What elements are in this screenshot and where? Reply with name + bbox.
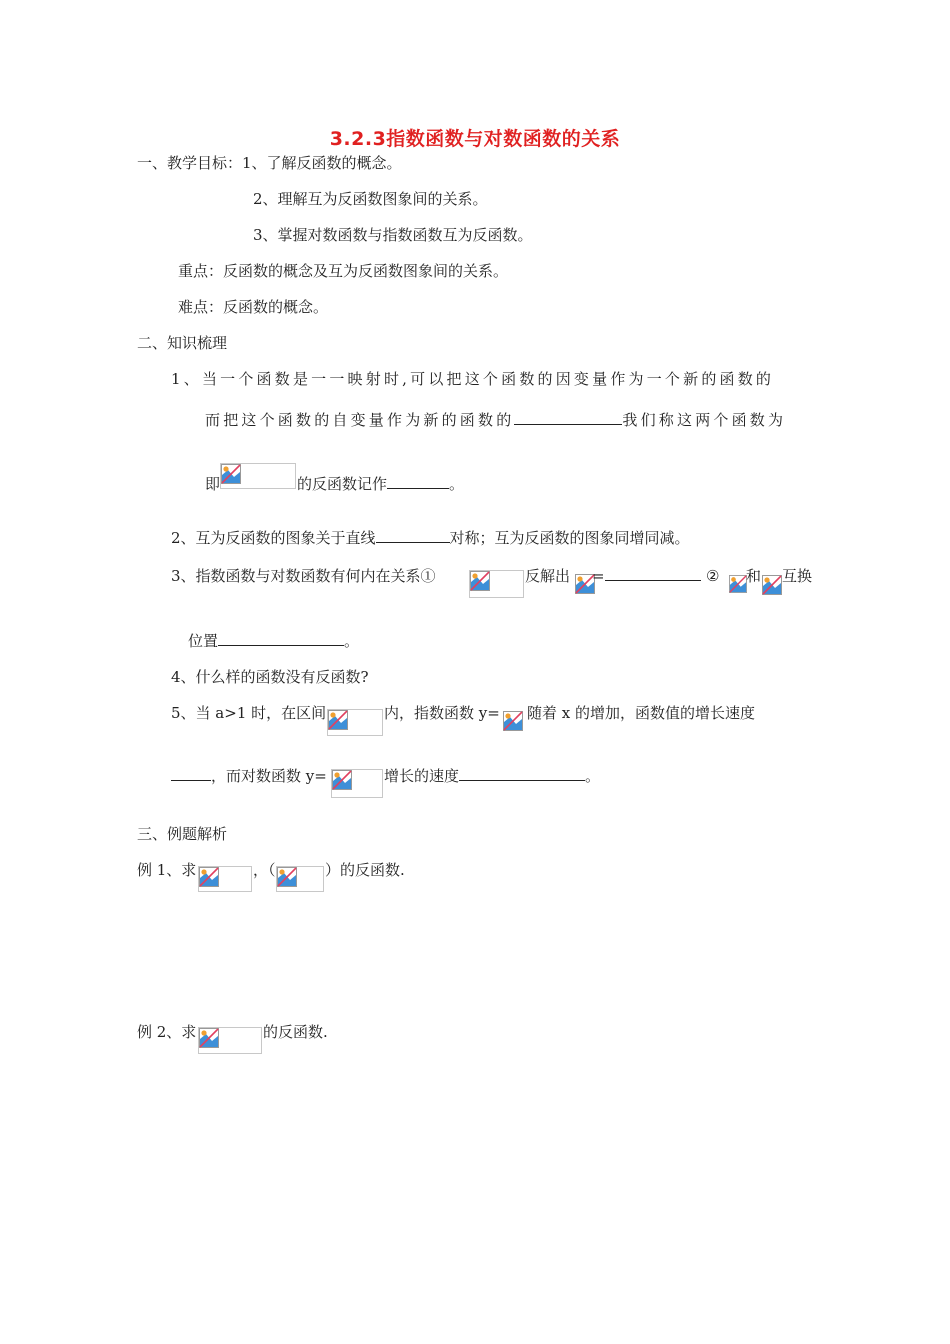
formula-image [503,711,525,733]
formula-image [198,1027,262,1054]
blank-field [171,766,211,781]
q5-text-b: 内，指数函数 y= [384,704,500,722]
formula-image [331,769,383,798]
example-1-text-b: ，（ [253,861,276,879]
broken-image-icon [470,571,490,591]
q3-text-b: 反解出 [525,567,571,585]
formula-image [729,575,747,595]
goals-heading [137,153,402,173]
q3-equals: = [592,567,605,585]
review-heading: 二、知识梳理 [137,334,228,352]
q1-text-b: 我们称这两个函数为 [622,411,787,429]
question-4: 4、什么样的函数没有反函数? [171,668,369,686]
page-title: 3.2.3指数函数与对数函数的关系 [329,128,621,150]
q1-line-3a: 即 [205,475,221,493]
q3-text-g: 位置 [188,632,219,650]
goals-heading-label: 一、教学目标： [137,154,243,172]
goal-1: 1、了解反函数的概念。 [242,154,402,172]
q5-text-d: ，而对数函数 y= [211,767,327,785]
q3-line-2 [188,631,359,651]
example-2-text-b: 的反函数. [263,1023,328,1041]
q3-text-a: 3、指数函数与对数函数有何内在关系① [171,567,436,585]
blank-field [459,766,585,781]
broken-image-icon [199,1028,219,1048]
formula-image [762,575,782,595]
question-2 [171,528,690,548]
broken-image-icon [762,575,782,595]
q3-blank-line [592,566,701,586]
broken-image-icon [503,711,523,731]
q3-text-h: 。 [344,632,360,650]
q3-text-d: ② [706,567,720,585]
q5-text-a: 5、当 a>1 时，在区间 [171,704,327,722]
example-1-text-a: 例 1、求 [137,861,197,879]
q5-line-2 [171,766,327,786]
goal-3: 3、掌握对数函数与指数函数互为反函数。 [253,226,533,244]
formula-image [220,463,296,489]
q5-text-e: 增长的速度 [384,767,460,785]
q1-text-d: 。 [449,475,465,493]
formula-image [276,866,324,892]
formula-image [327,709,383,736]
question-1-line-1: 1、当一个函数是一一映射时,可以把这个函数的因变量作为一个新的函数的 [171,370,775,388]
examples-heading: 三、例题解析 [137,825,228,843]
key-point: 重点：反函数的概念及互为反函数图象间的关系。 [178,262,509,280]
q5-text-c: 随着 x 的增加，函数值的增长速度 [527,704,755,722]
question-1-line-2 [205,410,786,430]
q5-line-2b [384,766,600,786]
broken-image-icon [328,710,348,730]
formula-image [198,866,252,892]
broken-image-icon [332,770,352,790]
blank-field [387,474,449,489]
goal-2: 2、理解互为反函数图象间的关系。 [253,190,488,208]
broken-image-icon [277,867,297,887]
blank-field [514,410,622,425]
blank-field [605,566,701,581]
difficult-point: 难点：反函数的概念。 [178,298,329,316]
q1-line-3b [297,474,464,494]
q2-text-a: 2、互为反函数的图象关于直线 [171,529,376,547]
example-1-text-c: ）的反函数. [325,861,405,879]
broken-image-icon [199,867,219,887]
q1-text-a: 而把这个函数的自变量作为新的函数的 [205,411,515,429]
blank-field [218,631,344,646]
example-2-text-a: 例 2、求 [137,1023,197,1041]
broken-image-icon [221,464,241,484]
formula-image [469,570,524,598]
q3-text-e: 和 [746,567,762,585]
q2-text-b: 对称；互为反函数的图象同增同减。 [449,529,690,547]
q5-text-f: 。 [585,767,601,785]
q3-text-f: 互换 [782,567,813,585]
blank-field [376,528,450,543]
q1-text-c: 的反函数记作 [297,475,388,493]
